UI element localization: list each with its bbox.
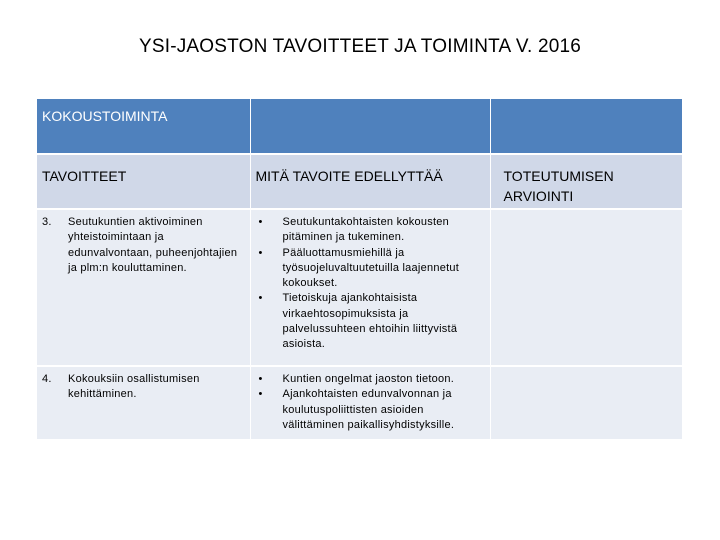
requirements-list [251,367,490,433]
requirements-cell [250,209,490,366]
evaluation-cell [490,366,682,440]
list-item [259,246,484,292]
requirement-text: Ajankohtaisten edunvalvonnan ja koulutuspoliittisten asioiden välittäminen paikallisyhdistyksille. [282,388,455,431]
list-item [259,372,484,387]
table-header-row [37,99,682,154]
page-title: YSI-JAOSTON TAVOITTEET JA TOIMINTA V. 2016 [138,36,582,57]
column-header-row [37,154,682,209]
list-item [259,215,484,246]
column-header-evaluation: TOTEUTUMISEN ARVIOINTI [503,168,614,204]
column-header-cell [490,154,682,209]
requirement-text: Kuntien ongelmat jaoston tietoon. [282,373,455,385]
section-header: KOKOUSTOIMINTA [42,108,168,124]
column-header-cell [250,154,490,209]
list-item [259,291,484,352]
goal-cell [37,366,250,440]
goal-item [37,367,250,403]
column-header-goals: TAVOITTEET [42,168,127,184]
goal-number: 3. [42,216,52,228]
requirement-text: Tietoiskuja ajankohtaisista virkaehtosopimuksista ja palvelussuhteen ehtoihin liittyvistä asioista. [282,292,458,351]
bullet-icon: • [258,373,263,385]
evaluation-cell [490,209,682,366]
requirement-text: Seutukuntakohtaisten kokousten pitäminen ja tukeminen. [282,216,450,244]
goal-text: Seutukuntien aktivoiminen yhteistoimintaan ja edunvalvontaan, puheenjohtajien ja plm:n kouluttaminen. [68,216,238,274]
table-row [37,366,682,440]
list-item [259,387,484,433]
requirement-text: Pääluottamusmiehillä ja työsuojeluvaltuutetuilla laajennetut kokoukset. [282,246,460,290]
header-cell-empty [250,99,490,154]
header-cell-empty [490,99,682,154]
goal-text: Kokouksiin osallistumisen kehittäminen. [68,373,200,401]
bullet-icon: • [258,246,263,259]
goals-table [37,99,682,441]
bullet-icon: • [258,292,263,305]
column-header-requirements: MITÄ TAVOITE EDELLYTTÄÄ [255,168,443,184]
requirements-cell [250,366,490,440]
requirements-list [251,210,490,353]
header-cell [37,99,250,154]
goal-cell [37,209,250,366]
bullet-icon: • [258,388,263,401]
table-row [37,209,682,366]
goal-number: 4. [42,373,52,385]
bullet-icon: • [258,216,263,228]
goal-item [37,210,250,276]
column-header-cell [37,154,250,209]
